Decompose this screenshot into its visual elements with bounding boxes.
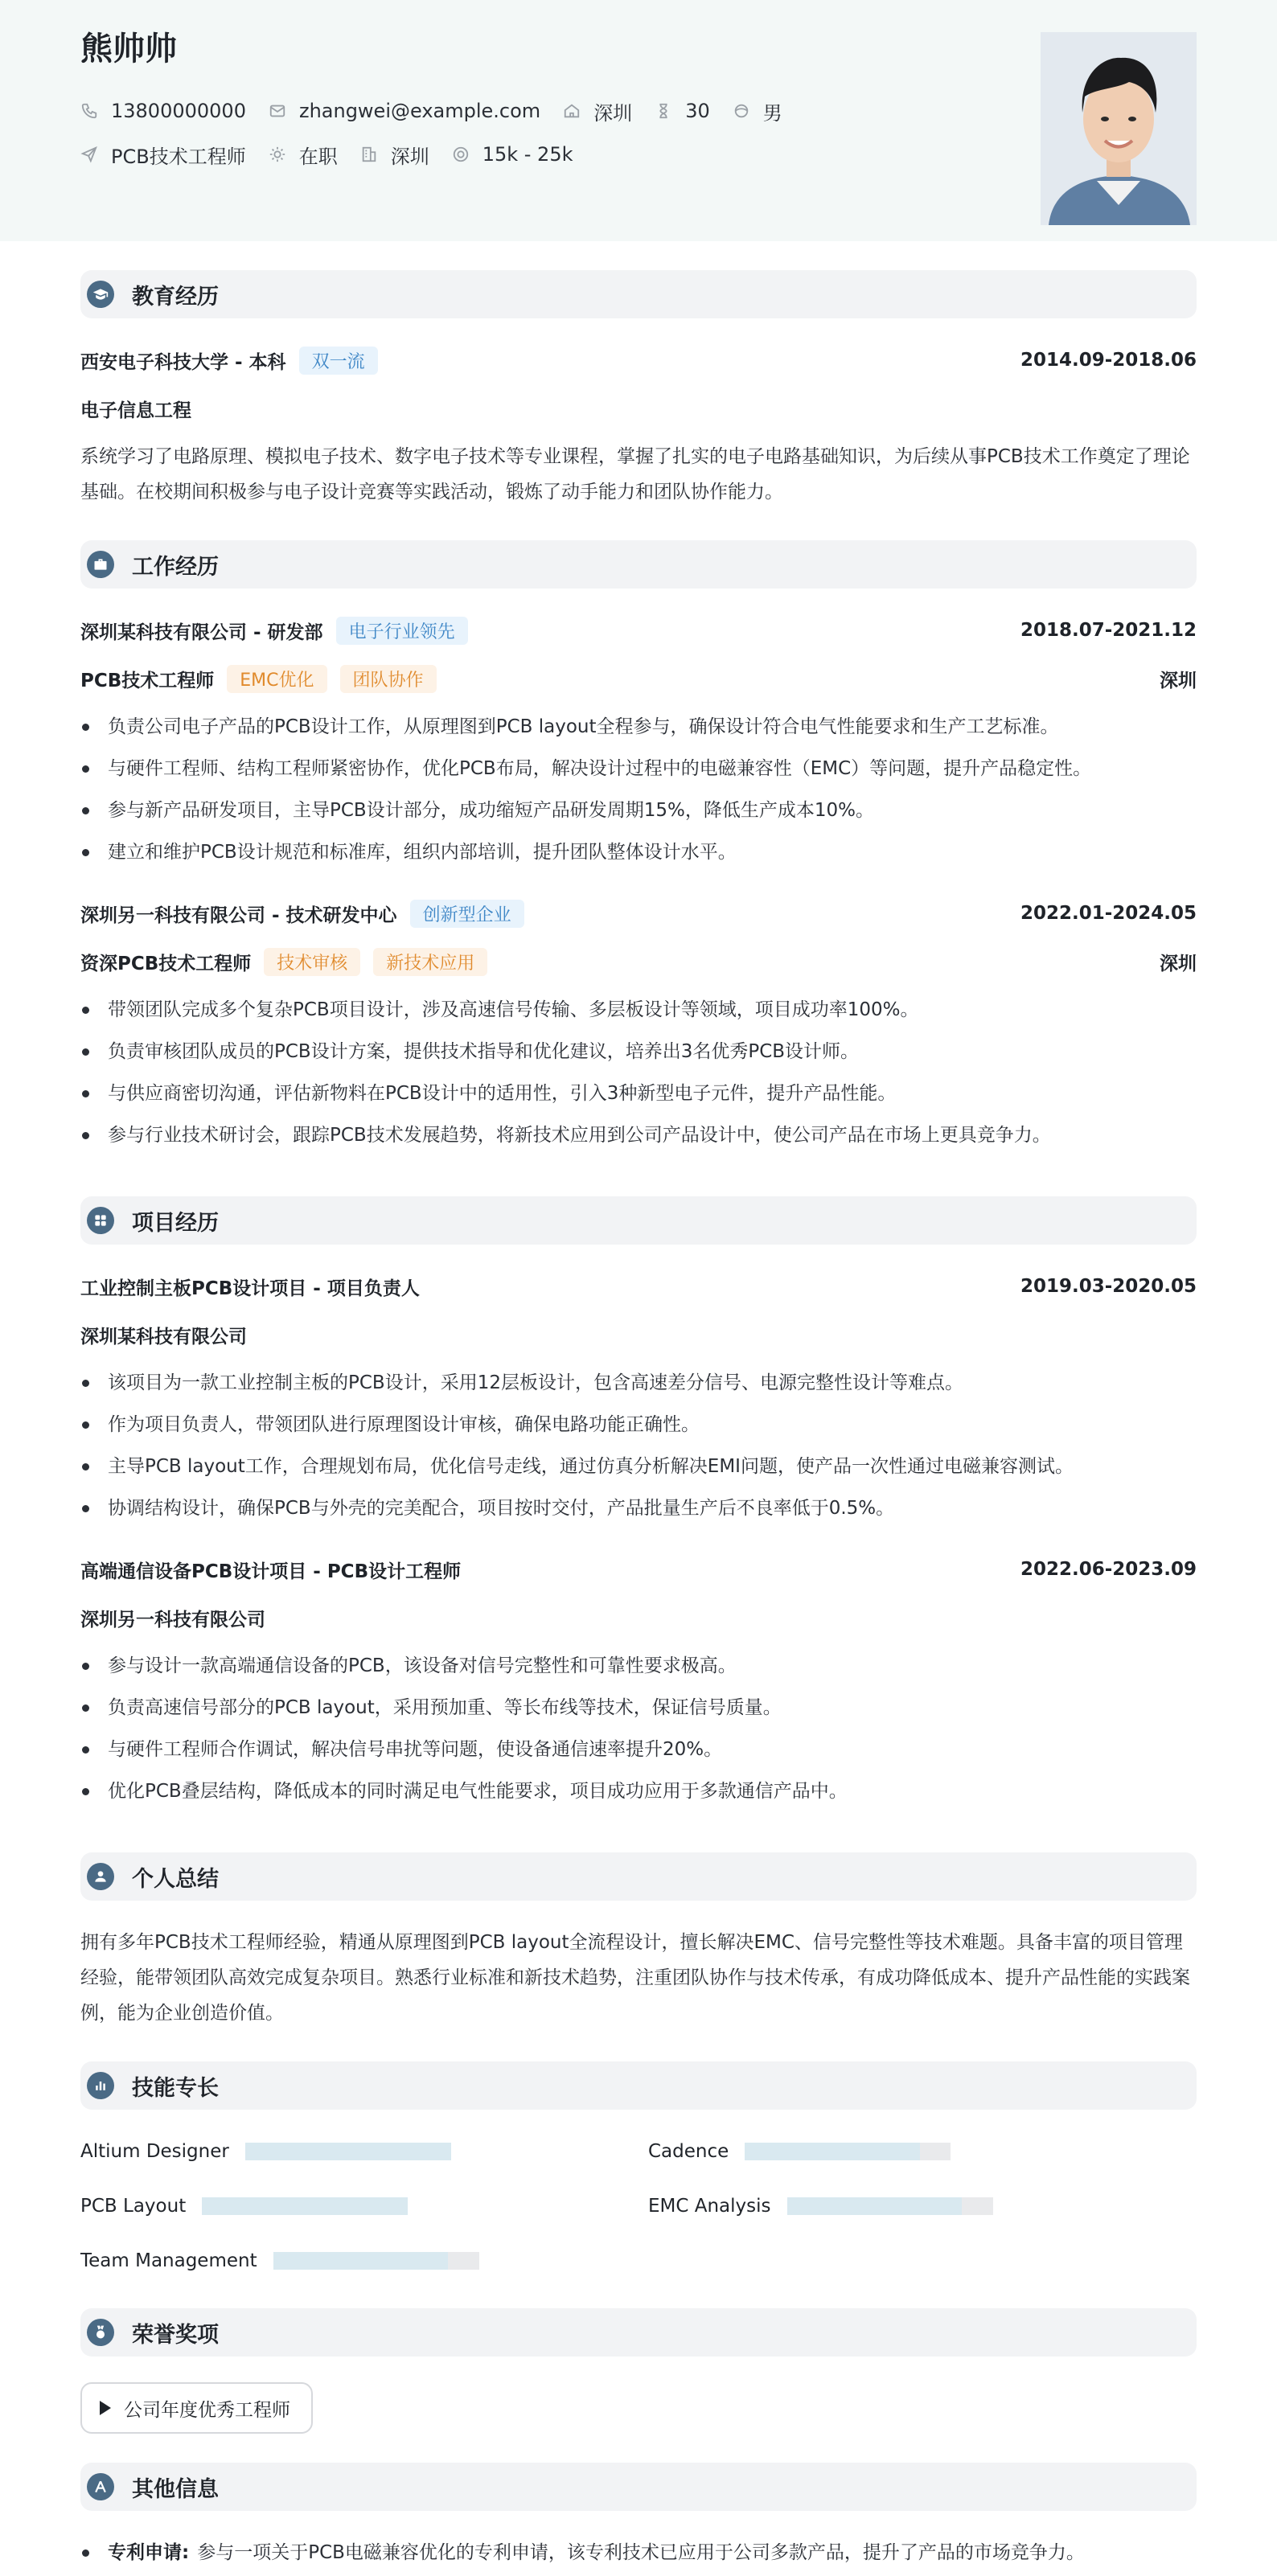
gender-text: 男 xyxy=(762,101,782,125)
role-title: PCB技术工程师 xyxy=(80,670,215,691)
skill-level xyxy=(273,2252,449,2270)
list-item: 负责公司电子产品的PCB设计工作，从原理图到PCB layout全程参与，确保设计符合电气性能要求和生产工艺标准。 xyxy=(80,706,1197,748)
section-title: 项目经历 xyxy=(132,1210,219,1236)
avatar xyxy=(1041,32,1197,225)
job-status-text: 在职 xyxy=(298,145,338,168)
section-title: 工作经历 xyxy=(132,554,219,580)
section-summary xyxy=(80,1852,1197,1901)
candidate-name: 熊帅帅 xyxy=(80,31,177,68)
education-description: 系统学习了电路原理、模拟电子技术、数字电子技术等专业课程，掌握了扎实的电子电路基础知识，为后续从事PCB技术工作奠定了理论基础。在校期间积极参与电子设计竞赛等实践活动，锻炼了动手能力和团队协作能力。 xyxy=(80,446,1190,502)
skill-name: Altium Designer xyxy=(80,2141,229,2162)
contact-row xyxy=(80,96,805,125)
list-item: 参与设计一款高端通信设备的PCB，该设备对信号完整性和可靠性要求极高。 xyxy=(80,1645,1197,1687)
skill-level xyxy=(202,2197,408,2215)
work-city: 深圳 xyxy=(1160,953,1197,974)
skill-level xyxy=(745,2143,920,2160)
job-title-text: PCB技术工程师 xyxy=(111,145,246,168)
home-icon xyxy=(563,102,581,120)
medal-icon xyxy=(87,2319,114,2346)
company-tag: 创新型企业 xyxy=(410,900,524,928)
list-item: 优化PCB叠层结构，降低成本的同时满足电气性能要求，项目成功应用于多款通信产品中。 xyxy=(80,1770,1197,1812)
skill-bar xyxy=(245,2143,451,2160)
project-title: 工业控制主板PCB设计项目 - 项目负责人 xyxy=(80,1278,420,1299)
skill-item xyxy=(648,2135,951,2168)
grid-icon xyxy=(87,1207,114,1234)
skill-item xyxy=(80,2135,451,2168)
project-date: 2022.06-2023.09 xyxy=(1020,1559,1197,1580)
job-city-item xyxy=(360,141,429,169)
skill-bar xyxy=(745,2143,951,2160)
skill-item xyxy=(648,2190,993,2222)
gender-item xyxy=(733,97,782,125)
list-item: 建立和维护PCB设计规范和标准库，组织内部培训，提升团队整体设计水平。 xyxy=(80,831,1197,873)
bar-chart-icon xyxy=(87,2072,114,2099)
job-row xyxy=(80,140,596,169)
list-item: 负责高速信号部分的PCB layout，采用预加重、等长布线等技术，保证信号质量。 xyxy=(80,1687,1197,1729)
section-title: 荣誉奖项 xyxy=(132,2322,219,2348)
company-tag: 电子行业领先 xyxy=(336,617,468,645)
list-item: 与供应商密切沟通，评估新物料在PCB设计中的适用性，引入3种新型电子元件，提升产品性能。 xyxy=(80,1073,1197,1114)
work-entry-2-bullets xyxy=(80,989,1197,1156)
project-company: 深圳某科技有限公司 xyxy=(80,1326,247,1347)
section-education xyxy=(80,270,1197,318)
skill-name: Cadence xyxy=(648,2141,729,2162)
phone-icon xyxy=(80,102,98,120)
city-item xyxy=(563,97,632,125)
list-item: 负责审核团队成员的PCB设计方案，提供技术指导和优化建议，培养出3名优秀PCB设计师。 xyxy=(80,1031,1197,1073)
section-skills xyxy=(80,2061,1197,2110)
skill-name: EMC Analysis xyxy=(648,2196,771,2217)
job-title-item xyxy=(80,141,246,169)
list-item: 参与行业技术研讨会，跟踪PCB技术发展趋势，将新技术应用到公司产品设计中，使公司产品在市场上更具竞争力。 xyxy=(80,1114,1197,1156)
section-title: 教育经历 xyxy=(132,284,219,310)
hourglass-icon xyxy=(655,102,672,120)
section-projects xyxy=(80,1196,1197,1245)
school-name: 西安电子科技大学 - 本科 xyxy=(80,351,286,373)
list-item: 与硬件工程师合作调试，解决信号串扰等问题，使设备通信速率提升20%。 xyxy=(80,1729,1197,1770)
list-item: 该项目为一款工业控制主板的PCB设计，采用12层板设计，包含高速差分信号、电源完整性设计等难点。 xyxy=(80,1362,1197,1404)
section-title: 个人总结 xyxy=(132,1866,219,1892)
school-tag: 双一流 xyxy=(299,347,378,375)
project-company: 深圳另一科技有限公司 xyxy=(80,1609,265,1631)
other-text: 参与一项关于PCB电磁兼容优化的专利申请，该专利技术已应用于公司多款产品，提升了产品的市场竞争力。 xyxy=(197,2542,1085,2563)
award-item[interactable] xyxy=(80,2382,313,2434)
role-tag: 新技术应用 xyxy=(373,948,487,976)
skill-bar xyxy=(787,2197,993,2215)
project-2-company-row xyxy=(80,1602,1197,1634)
building-icon xyxy=(360,146,378,163)
summary-text: 拥有多年PCB技术工程师经验，精通从原理图到PCB layout全流程设计，擅长解决EMC、信号完整性等技术难题。具备丰富的项目管理经验，能带领团队高效完成复杂项目。熟悉行业标准和新技术趋势，注重团队协作与技术传承，有成功降低成本、提升产品性能的实践案例，能为企业创造价值。 xyxy=(80,1932,1190,2024)
project-1-company-row xyxy=(80,1319,1197,1351)
work-entry-2-header xyxy=(80,897,1197,929)
city-text: 深圳 xyxy=(593,101,633,125)
company-name: 深圳另一科技有限公司 - 技术研发中心 xyxy=(80,904,397,926)
skill-item xyxy=(80,2190,408,2222)
skill-level xyxy=(245,2143,451,2160)
list-item: 参与新产品研发项目，主导PCB设计部分，成功缩短产品研发周期15%，降低生产成本10%。 xyxy=(80,790,1197,831)
skill-item xyxy=(80,2245,479,2277)
other-info-list xyxy=(80,2534,1197,2571)
education-major-row xyxy=(80,392,1197,425)
education-date: 2014.09-2018.06 xyxy=(1020,350,1197,371)
section-honors xyxy=(80,2308,1197,2357)
age-text: 30 xyxy=(685,100,710,122)
role-tag: EMC优化 xyxy=(227,665,326,693)
list-item: 协调结构设计，确保PCB与外壳的完美配合，项目按时交付，产品批量生产后不良率低于0.5%。 xyxy=(80,1487,1197,1529)
age-item xyxy=(655,100,710,122)
section-work xyxy=(80,540,1197,589)
education-entry xyxy=(80,344,1197,376)
work-entry-1-role xyxy=(80,662,1197,695)
list-item: 主导PCB layout工作，合理规划布局，优化信号走线，通过仿真分析解决EMI问题，使产品一次性通过电磁兼容测试。 xyxy=(80,1446,1197,1487)
section-title: 技能专长 xyxy=(132,2075,219,2101)
award-label: 公司年度优秀工程师 xyxy=(124,2399,290,2421)
email-item xyxy=(269,100,540,122)
work-entry-1-header xyxy=(80,614,1197,646)
graduation-cap-icon xyxy=(87,281,114,308)
skill-name: PCB Layout xyxy=(80,2196,187,2217)
mail-icon xyxy=(269,102,286,120)
project-1-bullets xyxy=(80,1362,1197,1529)
phone-item xyxy=(80,100,246,122)
work-date: 2018.07-2021.12 xyxy=(1020,620,1197,641)
job-city-text: 深圳 xyxy=(390,145,429,168)
status-icon xyxy=(269,146,286,163)
list-item xyxy=(80,2534,1197,2571)
project-date: 2019.03-2020.05 xyxy=(1020,1276,1197,1297)
skill-level xyxy=(787,2197,963,2215)
other-label: 专利申请: xyxy=(108,2542,190,2563)
email-text: zhangwei@example.com xyxy=(298,100,541,122)
project-title: 高端通信设备PCB设计项目 - PCB设计工程师 xyxy=(80,1561,462,1582)
project-1-header xyxy=(80,1270,1197,1302)
role-tag: 团队协作 xyxy=(340,665,437,693)
section-other xyxy=(80,2463,1197,2511)
work-city: 深圳 xyxy=(1160,670,1197,691)
play-icon xyxy=(100,2401,111,2415)
briefcase-icon xyxy=(87,551,114,578)
skill-bar xyxy=(202,2197,408,2215)
work-entry-2-role xyxy=(80,945,1197,978)
list-item: 带领团队完成多个复杂PCB项目设计，涉及高速信号传输、多层板设计等领域，项目成功率100%。 xyxy=(80,989,1197,1031)
list-item: 与硬件工程师、结构工程师紧密协作，优化PCB布局，解决设计过程中的电磁兼容性（EMC）等问题，提升产品稳定性。 xyxy=(80,748,1197,790)
skill-name: Team Management xyxy=(80,2250,257,2271)
info-icon xyxy=(87,2473,114,2500)
work-date: 2022.01-2024.05 xyxy=(1020,903,1197,924)
project-2-bullets xyxy=(80,1645,1197,1812)
resume-header xyxy=(0,0,1277,241)
salary-item xyxy=(452,143,573,166)
gender-icon xyxy=(733,102,750,120)
company-name: 深圳某科技有限公司 - 研发部 xyxy=(80,621,323,643)
job-status-item xyxy=(269,141,338,169)
work-entry-1-bullets xyxy=(80,706,1197,873)
role-title: 资深PCB技术工程师 xyxy=(80,953,252,974)
user-icon xyxy=(87,1863,114,1890)
coin-icon xyxy=(452,146,470,163)
send-icon xyxy=(80,146,98,163)
role-tag: 技术审核 xyxy=(264,948,360,976)
major: 电子信息工程 xyxy=(80,400,191,421)
project-2-header xyxy=(80,1553,1197,1585)
list-item: 作为项目负责人，带领团队进行原理图设计审核，确保电路功能正确性。 xyxy=(80,1404,1197,1446)
section-title: 其他信息 xyxy=(132,2476,219,2502)
skill-bar xyxy=(273,2252,479,2270)
salary-text: 15k - 25k xyxy=(482,143,573,166)
phone-text: 13800000000 xyxy=(111,100,246,122)
